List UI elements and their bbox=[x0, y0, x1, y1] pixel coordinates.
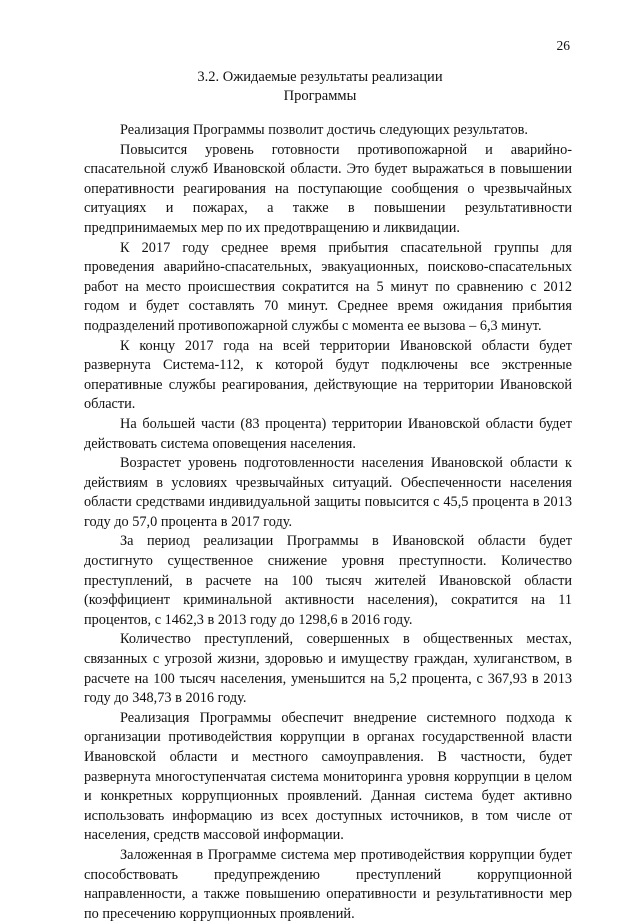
paragraph-anti-corruption: Реализация Программы обеспечит внедрение системного подхода к организации противодействия коррупции в органах государственной власти Ивановской области и местного самоуправления. В частности, будет развернута многоступенчатая система мониторинга уровня коррупции в целом и конкретных коррупционных проявлений. Данная система будет активно использовать информацию из всех доступных источников, в том числе от населения, средств массовой информации. bbox=[84, 709, 572, 844]
paragraph-arrival-time: К 2017 году среднее время прибытия спасательной группы для проведения аварийно-спасательных, эвакуационных, поисково-спасательных работ на место происшествия сократится на 5 минут по сравнению с 2012 годом и будет составлять 70 минут. Среднее время ожидания прибытия подразделений противопожарной службы с момента ее вызова – 6,3 минут. bbox=[84, 239, 572, 334]
paragraph-preparedness: Возрастет уровень подготовленности населения Ивановской области к действиям в условиях чрезвычайных ситуаций. Обеспеченности населения области средствами индивидуальной защиты повысится с 45,5 процента в 2013 году до 57,0 процента в 2017 году. bbox=[84, 455, 572, 530]
paragraph-warning-system: На большей части (83 процента) территории Ивановской области будет действовать система оповещения населения. bbox=[84, 415, 572, 452]
page-number: 26 bbox=[556, 38, 570, 53]
paragraph-readiness: Повысится уровень готовности противопожарной и аварийно-спасательной служб Ивановской области. Это будет выражаться в повышении оперативности реагирования на поступающие сообщения о чрезвычайных ситуациях и пожарах, а также в повышении результативности предпринимаемых мер по их предотвращению и ликвидации. bbox=[84, 141, 572, 236]
section-heading-line-2: Программы bbox=[283, 88, 357, 104]
paragraph-crime-reduction: За период реализации Программы в Ивановской области будет достигнуто существенное снижение уровня преступности. Количество преступлений, в расчете на 100 тысяч жителей Ивановской области (коэффициент криминальной активности населения), сократится на 11 процентов, с 1462,3 в 2013 году до 1298,6 в 2016 году. bbox=[84, 533, 572, 628]
section-heading-line-1: 3.2. Ожидаемые результаты реализации bbox=[197, 69, 443, 85]
body-text bbox=[84, 121, 572, 924]
section-heading bbox=[60, 68, 580, 106]
paragraph-intro: Реализация Программы позволит достичь следующих результатов. bbox=[120, 122, 528, 138]
paragraph-public-crimes: Количество преступлений, совершенных в общественных местах, связанных с угрозой жизни, здоровью и имуществу граждан, хулиганством, в расчете на 100 тысяч населения, уменьшится на 5,2 процента, с 367,93 в 2013 году до 348,73 в 2016 году. bbox=[84, 631, 572, 707]
paragraph-corruption-prevention: Заложенная в Программе система мер противодействия коррупции будет способствовать предупреждению преступлений коррупционной направленности, а также повышению оперативности и результативности мер по пресечению коррупционных проявлений. bbox=[84, 846, 572, 922]
paragraph-system-112: К концу 2017 года на всей территории Ивановской области будет развернута Система-112, к которой будут подключены все экстренные оперативные службы реагирования, действующие на территории Ивановской области. bbox=[84, 337, 572, 413]
